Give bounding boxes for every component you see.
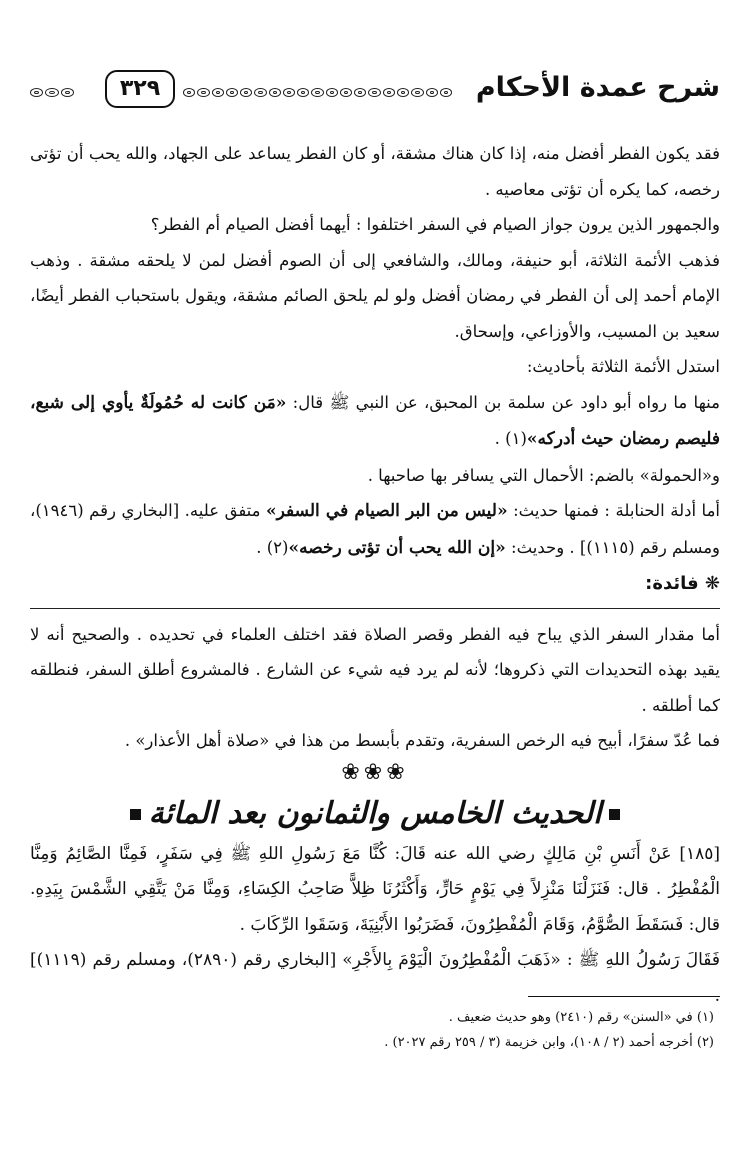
square-bullet-icon <box>609 809 620 820</box>
page-number: ٣٢٩ <box>105 70 175 108</box>
section-title-text: الحديث الخامس والثمانون بعد المائة <box>148 795 602 831</box>
footnote-ref: (١) . <box>494 429 527 448</box>
paragraph: و«الحمولة» بالضم: الأحمال التي يسافر بها صاحبها . <box>367 465 720 485</box>
footnote-ref: (٢) . <box>256 537 289 557</box>
paragraph <box>30 385 720 458</box>
hadith-quote: «ليس من البر الصيام في السفر» <box>266 501 508 521</box>
paragraph: فقد يكون الفطر أفضل منه، إذا كان هناك مشقة، أو كان الفطر يساعد على الجهاد، والله يحب أن تؤتى رخصه، كما يكره أن تؤتى معاصيه . <box>30 144 720 199</box>
footnotes <box>30 996 720 1055</box>
footnote-rule <box>528 996 720 997</box>
hadith-quote: «إن الله يحب أن تؤتى رخصه» <box>288 537 506 558</box>
paragraph: فما عُدّ سفرًا، أبيح فيه الرخص السفرية، وتقدم بأبسط من هذا في «صلاة أهل الأعذار» . <box>124 731 720 750</box>
hadith-quote: «مَن كانت له حُمُولَةٌ يأوي إلى شبع، فليصم رمضان حيث أدركه» <box>30 392 720 449</box>
header-ornament-short <box>30 88 74 99</box>
paragraph: أما مقدار السفر الذي يباح فيه الفطر وقصر الصلاة فقد اختلف العلماء في تحديده . والصحيح أنه لا يقيد بهذه التحديدات التي ذكروها؛ لأنه لم يرد فيه شيء عن الشارع . فالمشروع أطلق السفر، فنطلقه كما أطلقه . <box>30 624 720 715</box>
hadith-text: [١٨٥] عَنْ أَنَسِ بْنِ مَالِكٍ رضي الله عنه قَالَ: كُنَّا مَعَ رَسُولِ اللهِ ﷺ فِي سَفَرٍ، فَمِنَّا الصَّائِمُ وَمِنَّا الْمُفْطِرُ . قال: فَنَزَلْنَا مَنْزِلاً فِي يَوْمٍ حَارٍّ، وَأَكْثَرُنَا ظِلاًّ صَاحِبُ الكِسَاءِ، وَمِنَّا مَنْ يَتَّقِي الشَّمْسَ بِيَدِهِ. قال: فَسَقَطَ الصُّوَّمُ، وَقَامَ الْمُفْطِرُونَ، فَضَرَبُوا الأَبْنِيَةَ، وَسَقَوا الرِّكَابَ . <box>30 843 720 935</box>
header-ornament-long <box>183 88 452 99</box>
section-title <box>30 791 720 837</box>
paragraph-text: متفق عليه. [البخاري رقم (١٩٤٦)، ومسلم رقم (١١١٥)] . وحديث: <box>30 501 720 557</box>
book-page <box>30 68 720 1165</box>
footnote: (١) في «السنن» رقم (٢٤١٠) وهو حديث ضعيف . <box>448 1010 714 1025</box>
paragraph-text: أما أدلة الحنابلة : فمنها حديث: <box>507 501 721 520</box>
square-bullet-icon <box>130 809 141 820</box>
divider <box>30 608 720 609</box>
hadith-text: فَقَالَ رَسُولُ اللهِ ﷺ : «ذَهَبَ الْمُفْطِرُونَ الْيَوْمَ بِالأَجْرِ» [البخاري رقم (٢٨٩٠)، ومسلم رقم (١١١٩)] <box>30 950 720 970</box>
paragraph <box>30 493 720 566</box>
paragraph-text: منها ما رواه أبو داود عن سلمة بن المحبق، عن النبي ﷺ قال: <box>286 392 720 412</box>
hadith-block <box>30 837 720 1015</box>
flower-ornament: ❀❀❀ <box>341 759 409 785</box>
page-body <box>30 136 720 1014</box>
footnote: (٢) أخرجه أحمد (٢ / ١٠٨)، وابن خزيمة (٣ / ٢٥٩ رقم ٢٠٢٧) . <box>384 1035 714 1050</box>
book-title: شرح عمدة الأحكام <box>475 72 720 103</box>
paragraph: فذهب الأئمة الثلاثة، أبو حنيفة، ومالك، والشافعي إلى أن الصوم أفضل لمن لا يلحقه مشقة . وذهب الإمام أحمد إلى أن الفطر في رمضان أفضل ولو لم يلحق الصائم مشقة، ويقول باستحباب الفطر أيضًا، سعيد بن المسيب، والأوزاعي، وإسحاق. <box>30 250 720 341</box>
paragraph: والجمهور الذين يرون جواز الصيام في السفر اختلفوا : أيهما أفضل الصيام أم الفطر؟ <box>150 215 720 234</box>
faida-heading: ❋ فائدة: <box>645 573 720 594</box>
page-header <box>30 68 720 118</box>
paragraph: استدل الأئمة الثلاثة بأحاديث: <box>526 357 720 376</box>
